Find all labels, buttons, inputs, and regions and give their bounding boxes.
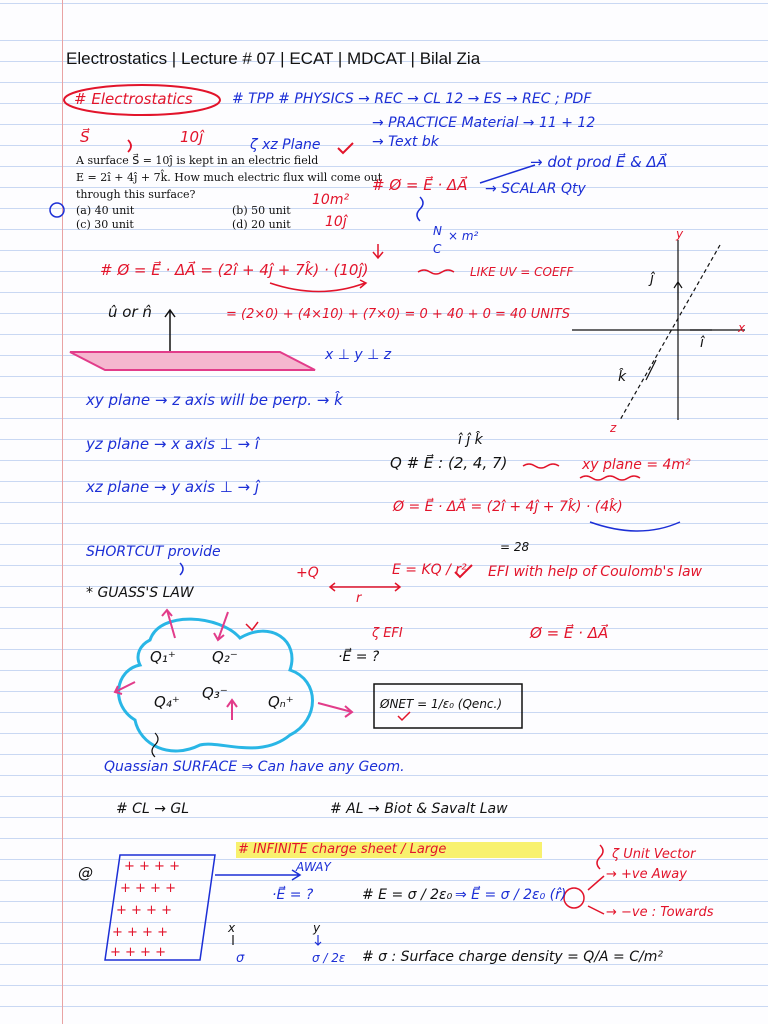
shortcut-note: SHORTCUT provide bbox=[86, 544, 221, 560]
flux-definition-2: Ø = E⃗ · ΔA⃗ bbox=[530, 624, 609, 642]
check-mark-4 bbox=[398, 712, 410, 720]
efi-note: ζ EFI bbox=[372, 626, 403, 641]
normal-arrow bbox=[165, 310, 175, 358]
branch-down bbox=[588, 906, 604, 914]
down-arrow bbox=[373, 244, 383, 258]
question-field: Q # E⃗ : (2, 4, 7) bbox=[390, 454, 508, 472]
sheet-charges-5: + + + + bbox=[110, 945, 166, 960]
branch-up bbox=[588, 876, 604, 890]
away-label: AWAY bbox=[296, 860, 331, 874]
wavy-arrow-2 bbox=[523, 464, 559, 468]
flux-arrow bbox=[227, 700, 237, 720]
axis-x-label: x bbox=[738, 321, 746, 335]
plane-parallelogram bbox=[70, 352, 315, 370]
axis-j-label: ĵ bbox=[650, 271, 654, 287]
unit-normal-label: û or n̂ bbox=[108, 303, 152, 321]
squiggle-2 bbox=[180, 563, 183, 575]
e-vector-formula: ⇒ E⃗ = σ / 2ε₀ (r̂) bbox=[455, 887, 567, 903]
s-vector: S⃗ bbox=[80, 128, 90, 146]
unit-n: N bbox=[433, 224, 442, 238]
down-arrow-y bbox=[315, 935, 321, 945]
gauss-law-heading: * GUASS'S LAW bbox=[86, 585, 194, 601]
point-y: y bbox=[313, 921, 321, 935]
infinite-sheet-heading: # INFINITE charge sheet / Large bbox=[238, 842, 447, 857]
e-formula: # E = σ / 2ε₀ bbox=[362, 887, 453, 903]
mcq-option-b: (b) 50 unit bbox=[232, 204, 291, 217]
squiggle-4 bbox=[597, 845, 603, 869]
at-marker: @ bbox=[78, 864, 93, 882]
axis-z bbox=[620, 245, 720, 420]
curved-arrow-2 bbox=[590, 522, 680, 531]
wavy-underline bbox=[580, 476, 640, 480]
unit-vector-circle bbox=[564, 888, 584, 908]
xz-plane-note: ζ xz Plane bbox=[250, 137, 321, 153]
mcq-option-c: (c) 30 unit bbox=[76, 218, 134, 231]
mcq-question-1: A surface S⃗ = 10ĵ is kept in an electric field bbox=[76, 154, 319, 167]
phi-net-formula: ØNET = 1/ε₀ (Qenc.) bbox=[380, 697, 503, 711]
charge-q1: Q₁⁺ bbox=[150, 648, 176, 666]
squiggle-arrow bbox=[128, 140, 131, 152]
xy-plane-note: xy plane → z axis will be perp. → k̂ bbox=[86, 391, 343, 409]
practice-line: → PRACTICE Material → 11 + 12 bbox=[372, 115, 596, 131]
positive-away: → +ve Away bbox=[606, 867, 687, 882]
axis-y-label: y bbox=[676, 227, 684, 241]
sheet-charges-2: + + + + bbox=[120, 881, 176, 896]
yz-plane-note: yz plane → x axis ⊥ → î bbox=[86, 435, 260, 453]
wavy-arrow bbox=[418, 270, 454, 274]
sigma-y: σ / 2ε bbox=[312, 951, 346, 965]
axis-i-label: î bbox=[700, 335, 704, 351]
mcq-option-d: (d) 20 unit bbox=[232, 218, 291, 231]
flux-arrow bbox=[318, 703, 352, 717]
sheet-charges-1: + + + + bbox=[124, 859, 180, 874]
question-answer: = 28 bbox=[500, 540, 530, 554]
textbk-line: → Text bk bbox=[372, 134, 439, 150]
unit-c: C bbox=[433, 242, 442, 256]
cl-gl-note: # CL → GL bbox=[116, 801, 190, 817]
sheet-charges-3: + + + + bbox=[116, 903, 172, 918]
check-mark-3 bbox=[246, 622, 258, 630]
al-biot-note: # AL → Biot & Savalt Law bbox=[330, 801, 508, 817]
r-label: r bbox=[356, 591, 362, 606]
point-x: x bbox=[228, 921, 236, 935]
squiggle bbox=[417, 197, 423, 221]
question-plane: xy plane = 4m² bbox=[582, 457, 691, 473]
mcq-question-3: through this surface? bbox=[76, 188, 196, 201]
tpp-line: # TPP # PHYSICS → REC → CL 12 → ES → REC ; PDF bbox=[232, 91, 592, 107]
plus-q: +Q bbox=[296, 565, 319, 581]
curved-arrow bbox=[270, 283, 365, 292]
mcq-question-2: E = 2î + 4ĵ + 7k̂. How much electric flux will come out bbox=[76, 171, 383, 184]
sigma-x: σ bbox=[236, 951, 245, 966]
away-arrow bbox=[215, 870, 300, 880]
check-mark bbox=[338, 143, 353, 153]
efi-coulomb-note: EFI with help of Coulomb's law bbox=[488, 564, 702, 580]
flux-definition: # Ø = E⃗ · ΔA⃗ bbox=[372, 176, 468, 194]
charge-q2: Q₂⁻ bbox=[212, 648, 238, 666]
equation-2: = (2×0) + (4×10) + (7×0) = 0 + 40 + 0 = 40 UNITS bbox=[226, 307, 570, 322]
topic-label: # Electrostatics bbox=[74, 90, 193, 108]
flux-arrow bbox=[115, 682, 135, 694]
equation-1: # Ø = E⃗ · ΔA⃗ = (2î + 4ĵ + 7k̂) · (10ĵ) bbox=[100, 261, 369, 279]
answer-circle bbox=[50, 203, 64, 217]
charge-q3: Q₃⁻ bbox=[202, 684, 228, 702]
dot-prod-note: → dot prod E⃗ & ΔA⃗ bbox=[530, 153, 668, 171]
unit-vector-note: ζ Unit Vector bbox=[612, 847, 696, 862]
scalar-note: → SCALAR Qty bbox=[485, 181, 586, 197]
axis-k-label: k̂ bbox=[618, 369, 627, 385]
coulomb-e: E = KQ / r² bbox=[392, 562, 467, 578]
area-vector: 10ĵ bbox=[325, 214, 347, 230]
perpendicular-note: x ⊥ y ⊥ z bbox=[325, 347, 392, 363]
unit-m2: × m² bbox=[448, 229, 479, 243]
axis-z-label: z bbox=[610, 421, 617, 435]
e-question: ·E⃗ = ? bbox=[338, 649, 380, 665]
sigma-definition: # σ : Surface charge density = Q/A = C/m² bbox=[362, 949, 663, 965]
ijk-header: î ĵ k̂ bbox=[458, 432, 483, 448]
s-value: 10ĵ bbox=[180, 128, 204, 146]
charge-q4: Q₄⁺ bbox=[154, 693, 180, 711]
mcq-option-a: (a) 40 unit bbox=[76, 204, 135, 217]
arrow-k bbox=[646, 360, 656, 380]
arrow-j bbox=[674, 282, 682, 300]
xz-plane-note-2: xz plane → y axis ⊥ → ĵ bbox=[86, 478, 260, 496]
sheet-charges-4: + + + + bbox=[112, 925, 168, 940]
charge-qn: Qₙ⁺ bbox=[268, 693, 294, 711]
like-uv-note: LIKE UV = COEFF bbox=[470, 265, 574, 279]
page-title: Electrostatics | Lecture # 07 | ECAT | MDCAT | Bilal Zia bbox=[66, 49, 481, 68]
question-equation: Ø = E⃗ · ΔA⃗ = (2î + 4ĵ + 7k̂) · (4k̂) bbox=[393, 499, 623, 515]
gaussian-surface-note: Quassian SURFACE ⇒ Can have any Geom. bbox=[104, 759, 405, 775]
double-arrow bbox=[330, 583, 400, 591]
negative-towards: → −ve : Towards bbox=[606, 905, 714, 920]
area-unit: 10m² bbox=[312, 192, 350, 208]
e-question-2: ·E⃗ = ? bbox=[272, 887, 314, 903]
